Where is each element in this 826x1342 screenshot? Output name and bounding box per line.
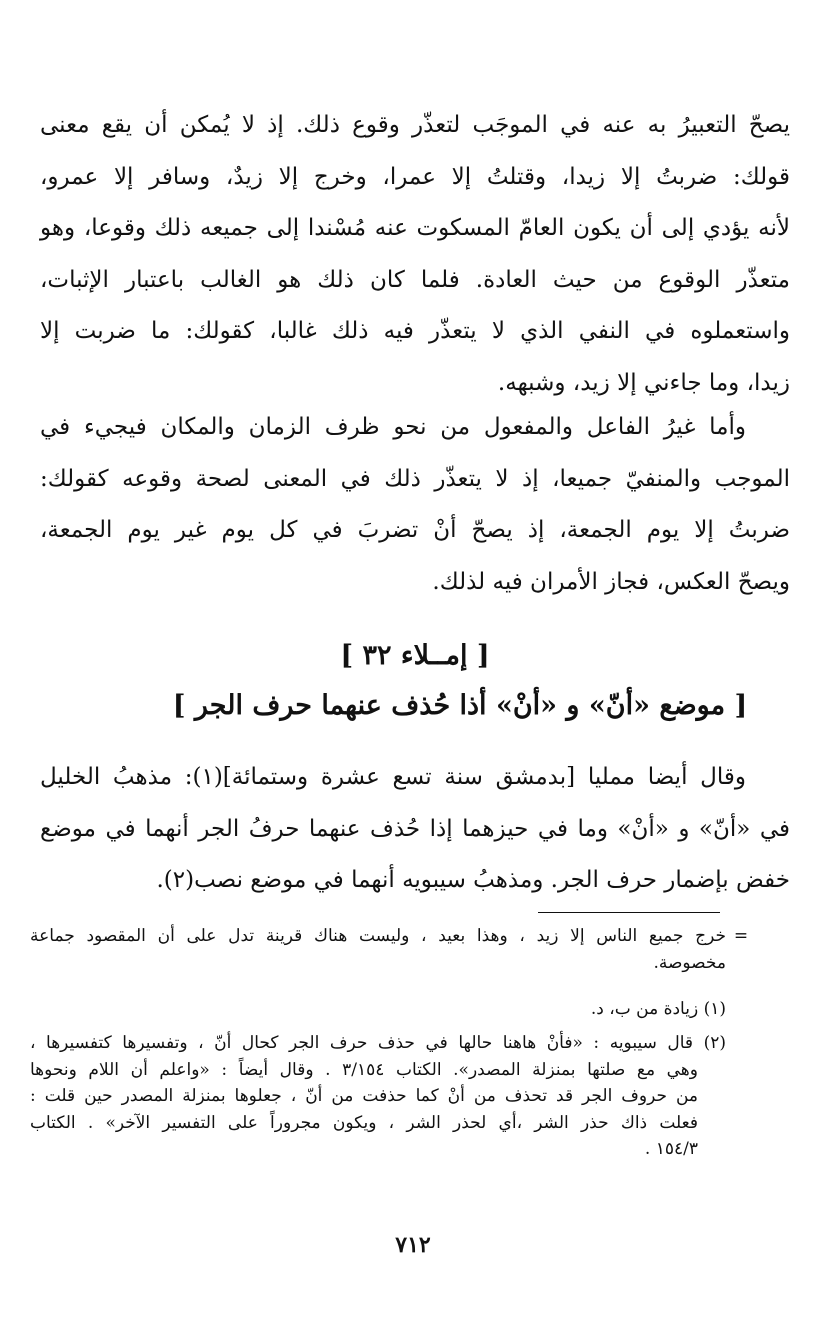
footnote-2 — [30, 1030, 726, 1163]
text-line: وقال أيضا ممليا [بدمشق سنة تسع عشرة وستمائة](١): مذهبُ الخليل — [40, 764, 746, 790]
paragraph-1 — [40, 100, 790, 409]
text-line: في «أنّ» و «أنْ» وما في حيزهما إذا حُذف عنهما حرفُ الجر أنهما في موضع — [40, 815, 790, 842]
footnote-line: مخصوصة. — [653, 952, 726, 973]
continuation-mark: = — [733, 926, 749, 946]
text-line: لأنه يؤدي إلى أن يكون العامّ المسكوت عنه مُسْندا إلى جميعه ذلك وقوعا، وهو — [40, 215, 790, 241]
footnote-line: (٢) قال سيبويه : «فأنْ هاهنا حالها في حذف حرف الجر كحال أنّ ، وتفسيرها كتفسيرها ، — [30, 1033, 726, 1053]
footnote-line: (١) زيادة من ب، د. — [590, 999, 726, 1019]
text-line: ويصحّ العكس، فجاز الأمران فيه لذلك. — [432, 568, 790, 595]
text-line: يصحّ التعبيرُ به عنه في الموجَب لتعذّر وقوع ذلك. إذ لا يُمكن أن يقع معنى — [40, 112, 790, 138]
paragraph-3 — [40, 752, 790, 907]
footnote-line: وهي مع صلتها بمنزلة المصدر». الكتاب ٣/١٥٤ . وقال أيضاً : «واعلم أن اللام ونحوها — [30, 1059, 698, 1080]
footnote-continuation — [30, 923, 726, 976]
text-line: واستعملوه في النفي الذي لا يتعذّر فيه ذلك غالبا، كقولك: ما ضربت إلا — [40, 318, 790, 344]
footnote-line: فعلت ذاك حذر الشر ،أي لحذر الشر ، ويكون مجروراً على التفسير الآخر» . الكتاب — [30, 1112, 698, 1133]
text-line: قولك: ضربتُ إلا زيدا، وقتلتُ إلا عمرا، وخرج إلا زيدٌ، وسافر إلا عمرو، — [40, 163, 790, 190]
footnote-line: من حروف الجر قد تحذف من أنْ كما حذفت من أنّ ، جعلوها بمنزلة المصدر حين قلت : — [30, 1086, 698, 1106]
text-line: وأما غيرُ الفاعل والمفعول من نحو ظرف الزمان والمكان فيجيء في — [40, 414, 746, 440]
paragraph-2 — [40, 402, 790, 608]
footnote-line: ١٥٤/٣ . — [644, 1139, 698, 1159]
text-line: متعذّر الوقوع من حيث العادة. فلما كان ذلك هو الغالب باعتبار الإثبات، — [40, 266, 790, 293]
footnote-line: خرج جميع الناس إلا زيد ، وهذا بعيد ، وليست هناك قرينة تدل على أن المقصود جماعة — [30, 926, 726, 946]
imla-heading: [ إمــلاء ٣٢ ] — [340, 640, 490, 671]
text-line: خفض بإضمار حرف الجر. ومذهبُ سيبويه أنهما في موضع نصب(٢). — [156, 867, 790, 893]
topic-heading: [ موضع «أنّ» و «أنْ» أذا حُذف عنهما حرف الجر ] — [172, 690, 748, 721]
text-line: ضربتُ إلا يوم الجمعة، إذ يصحّ أنْ تضربَ في كل يوم غير يوم الجمعة، — [40, 517, 790, 543]
text-line: زيدا، وما جاءني إلا زيد، وشبهه. — [497, 369, 790, 396]
footnote-divider — [538, 912, 720, 913]
page-number: ٧١٢ — [395, 1232, 431, 1258]
text-line: الموجب والمنفيّ جميعا، إذ لا يتعذّر ذلك في المعنى لصحة وقوعه كقولك: — [40, 465, 790, 492]
footnote-1 — [30, 996, 726, 1023]
